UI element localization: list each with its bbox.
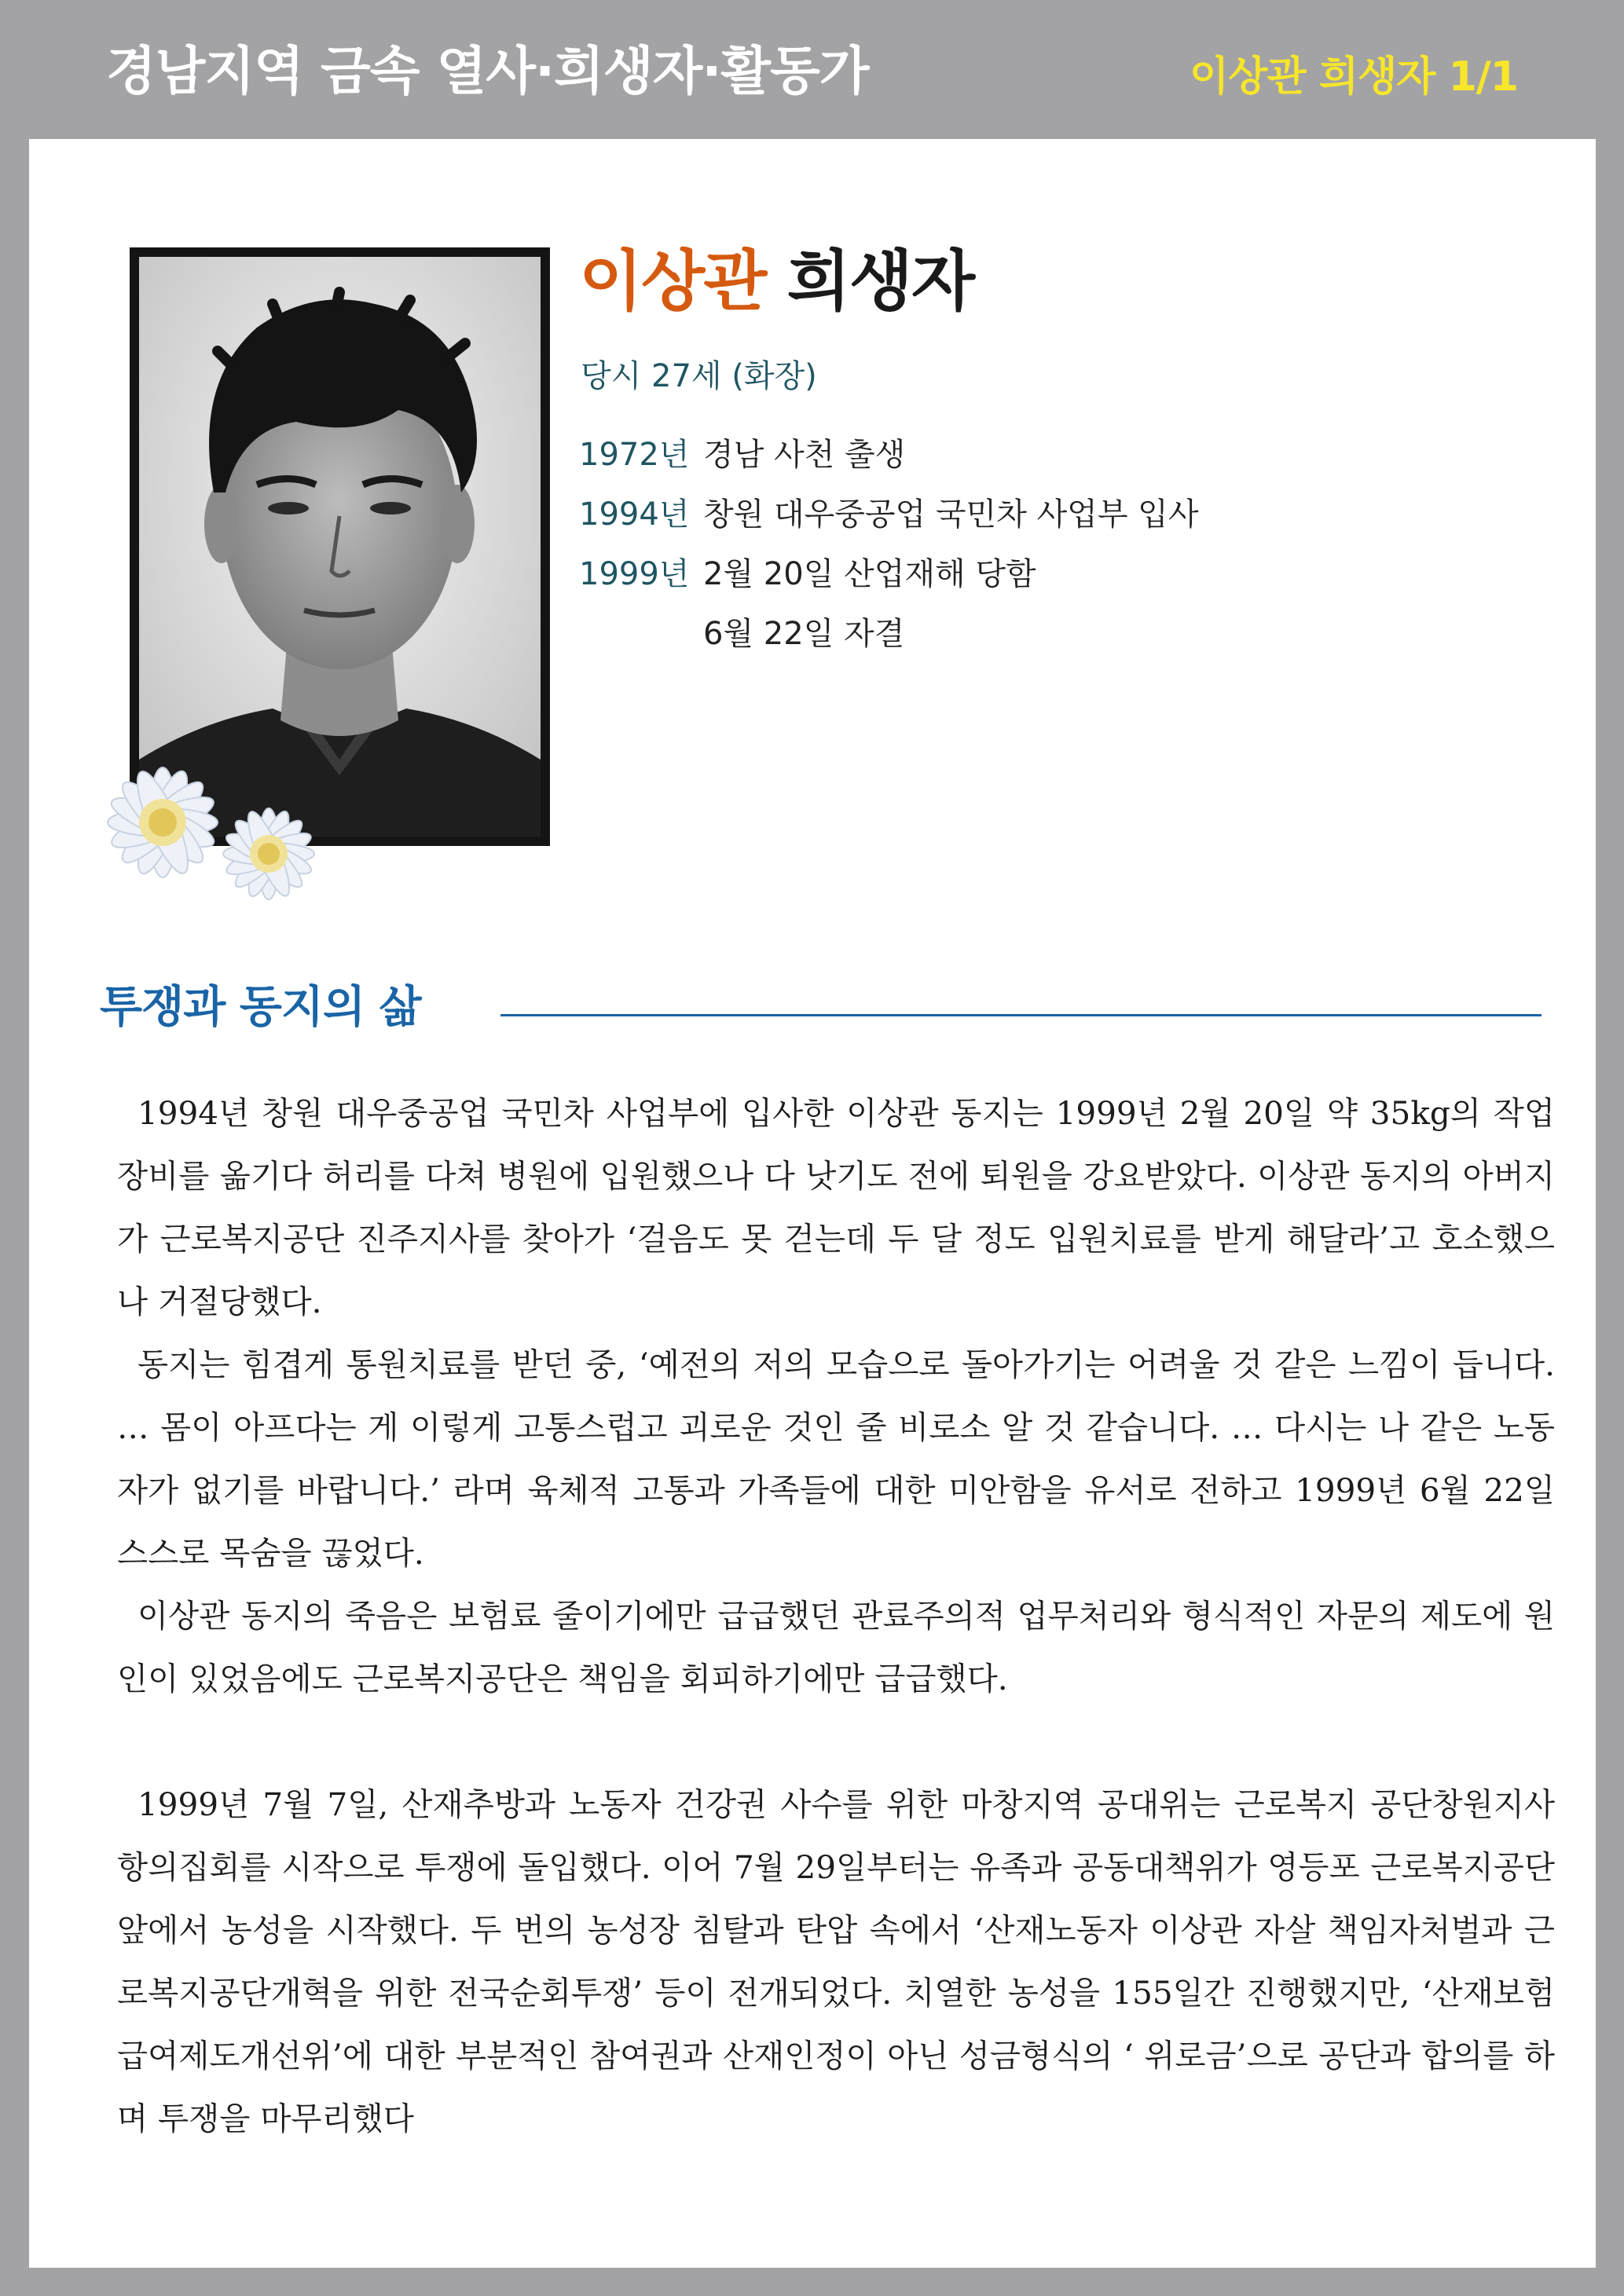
timeline-row: [579, 549, 1198, 609]
page-label: 이상관 희생자 1/1: [1190, 53, 1518, 101]
age-note: 당시 27세 (화장): [581, 358, 817, 394]
timeline-year: 1994년: [579, 496, 690, 533]
timeline-row: [579, 489, 1198, 549]
name: 이상관: [579, 243, 766, 320]
chrysanthemum-flowers-icon: [45, 736, 359, 932]
paragraph: 이상관 동지의 죽음은 보험료 줄이기에만 급급했던 관료주의적 업무처리와 형식적인 자문의 제도에 원인이 있었음에도 근로복지공단은 책임을 회피하기에만 급급했다.: [117, 1597, 1555, 1697]
header-title: 경남지역 금속 열사·희생자·활동가: [106, 41, 869, 101]
section-title: 투쟁과 동지의 삶: [100, 982, 421, 1033]
timeline-year: 1972년: [579, 437, 690, 473]
body-text: [117, 1082, 1555, 2150]
content-panel: [29, 139, 1596, 2268]
timeline-row: [579, 430, 1198, 489]
timeline: [579, 430, 1198, 668]
timeline-text: 2월 20일 산업재해 당함: [703, 556, 1036, 592]
timeline-year: 1999년: [579, 556, 690, 592]
timeline-row: [579, 609, 1198, 668]
role: 희생자: [786, 243, 974, 320]
timeline-text: 경남 사천 출생: [703, 437, 906, 473]
section-divider: [500, 1014, 1542, 1016]
paragraph: 동지는 힘겹게 통원치료를 받던 중, ‘예전의 저의 모습으로 돌아가기는 어려울 것 같은 느낌이 듭니다. … 몸이 아프다는 게 이렇게 고통스럽고 괴로운 것인 줄 비로소 알 것 같습니다. … 다시는 나 같은 노동자가 없기를 바랍니다.’ 라며 육체적 고통과 가족들에 대한 미안함을 유서로 전하고 1999년 6월 22일 스스로 목숨을 끊었다.: [117, 1346, 1555, 1572]
timeline-text: 창원 대우중공업 국민차 사업부 입사: [703, 496, 1199, 533]
paragraph: 1994년 창원 대우중공업 국민차 사업부에 입사한 이상관 동지는 1999년 2월 20일 약 35kg의 작업 장비를 옮기다 허리를 다쳐 병원에 입원했으나 다 낫기도 전에 퇴원을 강요받았다. 이상관 동지의 아버지가 근로복지공단 진주지사를 찾아가 ‘걸음도 못 걷는데 두 달 정도 입원치료를 받게 해달라’고 호소했으나 거절당했다.: [117, 1094, 1555, 1320]
person-name: [579, 243, 974, 320]
timeline-text: 6월 22일 자결: [703, 616, 905, 652]
paragraph: 1999년 7월 7일, 산재추방과 노동자 건강권 사수를 위한 마창지역 공대위는 근로복지 공단창원지사 항의집회를 시작으로 투쟁에 돌입했다. 이어 7월 29일부터는 유족과 공동대책위가 영등포 근로복지공단 앞에서 농성을 시작했다. 두 번의 농성장 침탈과 탄압 속에서 ‘산재노동자 이상관 자살 책임자처벌과 근로복지공단개혁을 위한 전국순회투쟁’ 등이 전개되었다. 치열한 농성을 155일간 진행했지만, ‘산재보험급여제도개선위’에 대한 부분적인 참여권과 산재인정이 아닌 성금형식의 ‘ 위로금’으로 공단과 합의를 하며 투쟁을 마무리했다: [117, 1785, 1555, 2137]
